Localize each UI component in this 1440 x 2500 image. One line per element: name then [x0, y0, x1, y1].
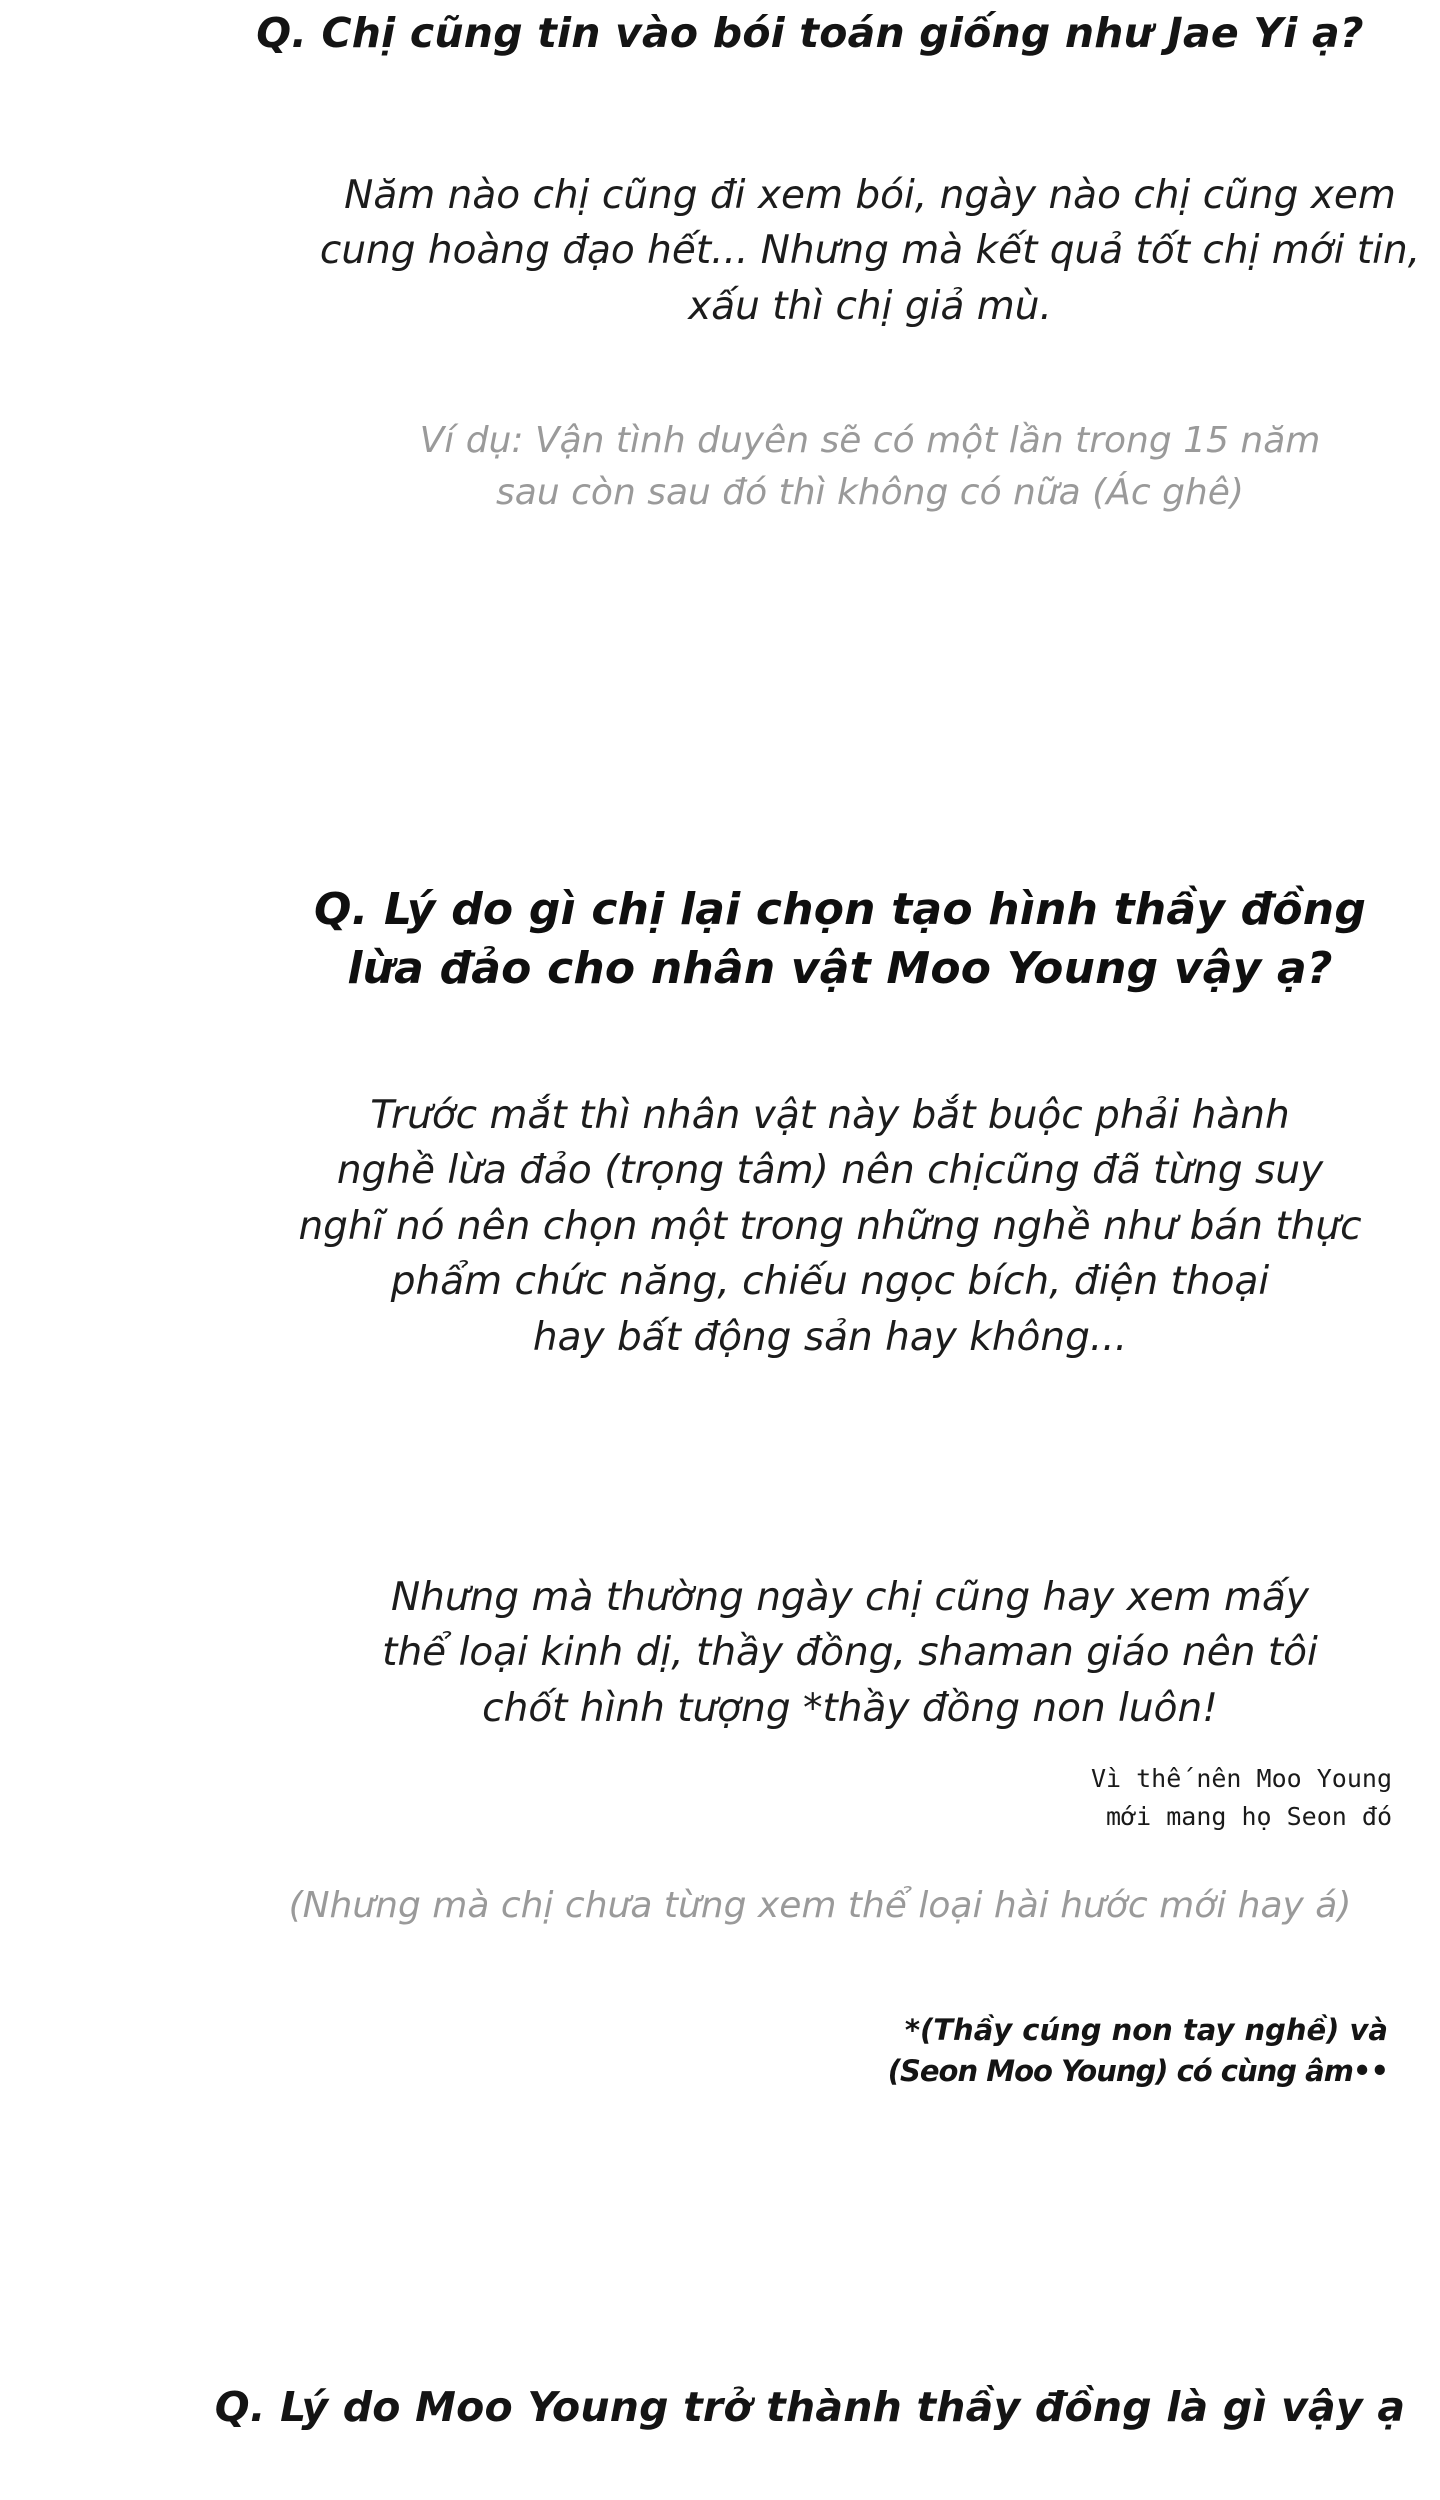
- answer-2-p2-line-3: chốt hình tượng *thầy đồng non luôn!: [482, 1685, 1218, 1731]
- footnote-line-2: (Seon Moo Young) có cùng âm••: [887, 2054, 1388, 2089]
- answer-2-paragraph-1: [110, 1088, 1440, 1365]
- question-2: [120, 880, 1440, 999]
- question-3-text: Q. Lý do Moo Young trở thành thầy đồng là gì vậy ạ: [214, 2383, 1406, 2431]
- answer-1-example: [150, 415, 1440, 519]
- answer-2-p1-line-5: hay bất động sản hay không...: [532, 1314, 1128, 1360]
- answer-2-p1-line-2: nghề lừa đảo (trọng tâm) nên chịcũng đã từng suy: [336, 1148, 1324, 1194]
- question-1: [90, 6, 1440, 60]
- answer-2-aside: [100, 1880, 1440, 1932]
- answer-2-p1-line-1: Trước mắt thì nhân vật này bắt buộc phải hành: [370, 1093, 1290, 1138]
- answer-1-line-2: cung hoàng đạo hết... Nhưng mà kết quả tốt chị mới tin,: [319, 228, 1421, 274]
- answer-2-p1-line-3: nghĩ nó nên chọn một trong những nghề như bán thực: [298, 1203, 1362, 1249]
- footnote-line-1: *(Thầy cúng non tay nghề) và: [904, 2013, 1388, 2047]
- answer-1-line-3: xấu thì chị giả mù.: [688, 283, 1052, 329]
- answer-1-example-line-1: Ví dụ: Vận tình duyên sẽ có một lần trong 15 năm: [419, 420, 1321, 461]
- handwritten-note-line-2: mới mang họ Seon đó: [1106, 1801, 1392, 1831]
- answer-2-aside-text: (Nhưng mà chị chưa từng xem thể loại hài hước mới hay á): [288, 1885, 1352, 1926]
- answer-2-p2-line-1: Nhưng mà thường ngày chị cũng hay xem mấy: [390, 1575, 1310, 1620]
- answer-2-paragraph-2: [130, 1570, 1440, 1736]
- question-2-line-1: Q. Lý do gì chị lại chọn tạo hình thầy đồng: [313, 884, 1367, 935]
- answer-1-line-1: Năm nào chị cũng đi xem bói, ngày nào chị cũng xem: [344, 173, 1396, 218]
- answer-1: [150, 168, 1440, 334]
- handwritten-note-line-1: Vì thế nên Moo Young: [1090, 1764, 1392, 1793]
- footnote: [400, 2010, 1388, 2092]
- question-3: [90, 2380, 1440, 2434]
- answer-1-example-line-2: sau còn sau đó thì không có nữa (Ác ghê): [496, 472, 1244, 514]
- handwritten-note: [600, 1760, 1392, 1835]
- answer-2-p1-line-4: phẩm chức năng, chiếu ngọc bích, điện thoại: [390, 1259, 1270, 1305]
- answer-2-p2-line-2: thể loại kinh dị, thầy đồng, shaman giáo nên tôi: [382, 1630, 1318, 1676]
- question-1-text: Q. Chị cũng tin vào bói toán giống như Jae Yi ạ?: [256, 9, 1364, 57]
- question-2-line-2: lừa đảo cho nhân vật Moo Young vậy ạ?: [347, 943, 1333, 995]
